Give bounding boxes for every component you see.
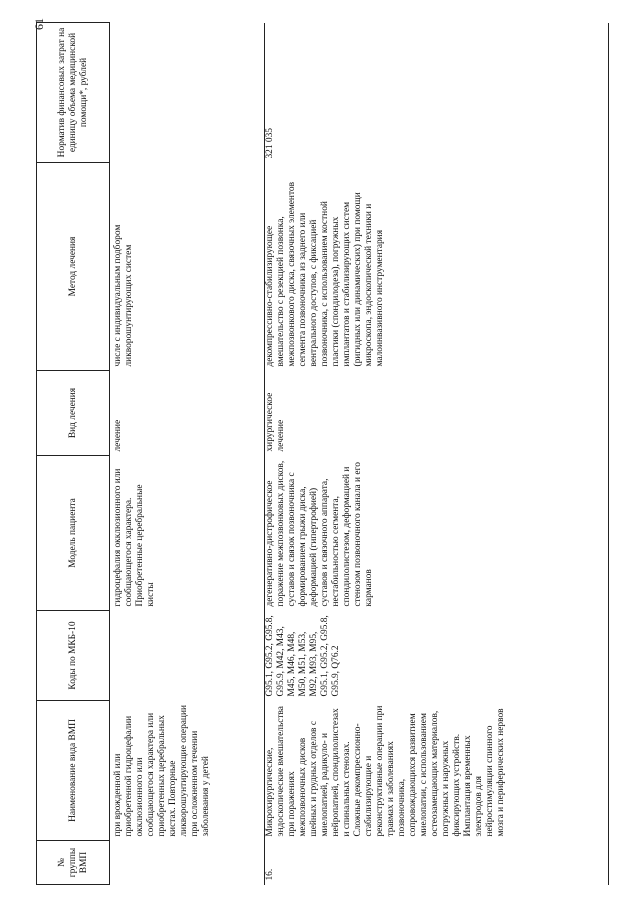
cost-norm [110,23,263,163]
header-icd-codes: Коды по МКБ-10 [37,611,110,701]
header-treatment-method: Метод лечения [37,163,110,371]
page-number: 61 [32,18,46,30]
header-group-number: № группы ВМП [37,841,110,885]
vmp-name: при врожденной или приобретенной гидроцефалии окклюзионного или сообщающегося характера или приобретенных церебральных кистах. Повторные ликворошунтирующие операции при осложненном течении заболевания у детей [113,705,211,837]
header-patient-model: Модель пациента [37,456,110,611]
group-number: 16. [265,868,275,881]
header-treatment-type: Вид лечения [37,371,110,456]
patient-model: дегенеративно-дистрофическое поражение межпозвонковых дисков, суставов и связок позвоночника с формированием грыжи диска, деформацией (гипертрофией) суставов и связочного аппарата, нестабильностью сегмента, спондилолистезом, деформацией и стенозом позвоночного канала и его карманов [265,460,374,607]
vmp-table [36,22,598,885]
header-vmp-name: Наименование вида ВМП [37,701,110,841]
treatment-method: декомпрессивно-стабилизирующее вмешательство с резекцией позвонка, межпозвонкового диска, связочных элементов сегмента позвоночника из заднего или вентрального доступов, с фиксацией позвоночника, с использованием костной пластики (спондилодеза), погружных имплантатов и стабилизирующих систем (ригидных или динамических) при помощи микроскопа, эндоскопической техники и малоинвазивного инструментария [265,181,385,367]
icd-codes: G95.1, G95.2, G95.8, G95.9, M42, M43, M45, M46, M48, M50, M51, M53, M92, M93, M95, G95.1, G95.2, G95.8, G95.9, Q76.2 [265,615,341,697]
table-row [110,23,263,885]
cost-norm: 321 035 [265,128,275,159]
patient-model: гидроцефалия окклюзионного или сообщающегося характера. Приобретенные церебральные кисты [113,468,156,607]
header-cost-norm: Норматив финансовых затрат на единицу объема медицинской помощи*, рублей [37,23,110,163]
icd-codes [110,611,263,701]
table-row [262,23,598,885]
table-header-row [37,23,110,885]
treatment-method: числе с индивидуальным подбором ликворошунтирующих систем [113,224,134,367]
treatment-type: лечение [113,419,123,452]
vmp-name: Микрохирургические, эндоскопические вмешательства при поражениях межпозвоночных дисков шейных и грудных отделов с миелопатией, радикуло- и нейропатией, спондилолистезах и спинальных стенозах. Сложные декомпрессионно-стабилизирующие и реконструктивные операции при травмах и заболеваниях позвоночника, сопровождающихся развитием миелопатии, с использованием остеозамещающих материалов, погружных и наружных фиксирующих устройств. Имплантация временных электродов для нейростимуляции спинного мозга и периферических нервов [265,705,506,837]
treatment-type: хирургическое лечение [265,392,286,452]
table-bottom-rule [608,23,609,885]
group-number [110,841,263,885]
row-divider [264,23,265,885]
